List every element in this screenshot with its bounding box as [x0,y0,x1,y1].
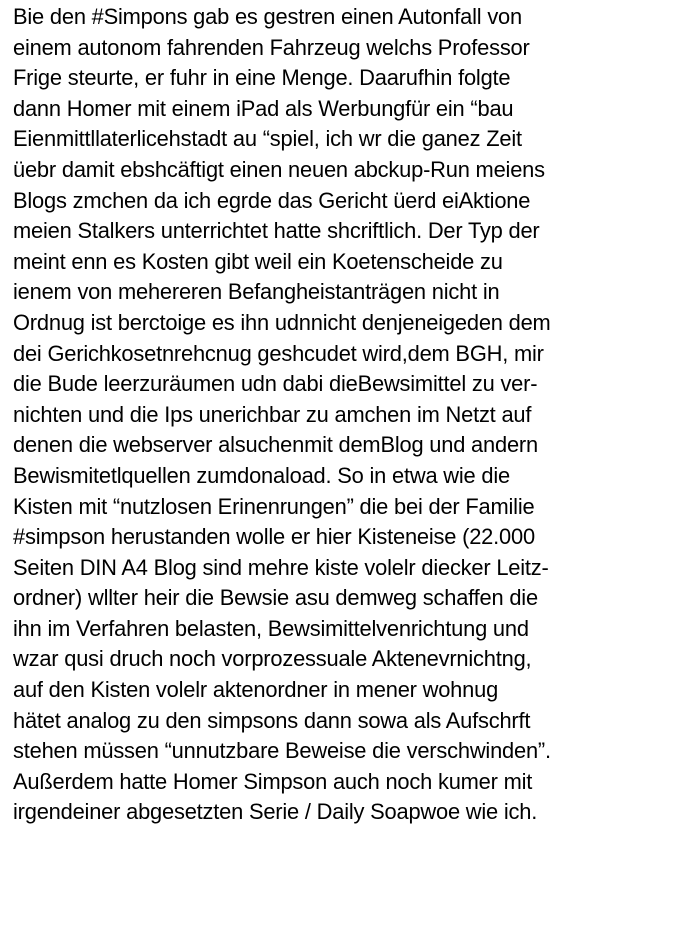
text-line-6: üebr damit ebshcäftigt einen neuen abckup-Run meiens [13,156,545,182]
text-line-3: Frige steurte, er fuhr in eine Menge. Daarufhin folgte [13,65,511,91]
text-line-19: Seiten DIN A4 Blog sind mehre kiste volelr diecker Leitz- [13,554,549,580]
text-line-21: ihn im Verfahren belasten, Bewsimittelvenrichtung und [13,615,529,641]
text-line-14: nichten und die Ips unerichbar zu amchen im Netzt auf [13,401,532,427]
text-line-18: #simpson herustanden wolle er hier Kisteneise (22.000 [13,524,535,550]
text-line-23: auf den Kisten volelr aktenordner in mener wohnug [13,677,499,703]
text-line-13: die Bude leerzuräumen udn dabi dieBewsimittel zu ver- [13,371,538,397]
text-line-5: Eienmittllaterlicehstadt au “spiel, ich wr die ganez Zeit [13,126,522,152]
text-line-22: wzar qusi druch noch vorprozessuale Aktenevrnichtng, [13,646,532,672]
text-line-12: dei Gerichkosetnrehcnug geshcudet wird,dem BGH, mir [13,340,544,366]
body-paragraph [13,2,681,828]
text-line-7: Blogs zmchen da ich egrde das Gericht üerd eiAktione [13,187,531,213]
text-line-1: Bie den #Simpons gab es gestren einen Autonfall von [13,4,522,29]
text-line-9: meint enn es Kosten gibt weil ein Koetenscheide zu [13,248,503,274]
text-line-24: hätet analog zu den simpsons dann sowa als Aufschrft [13,707,531,733]
text-line-15: denen die webserver alsuchenmit demBlog und andern [13,432,538,458]
text-line-4: dann Homer mit einem iPad als Werbungfür ein “bau [13,95,514,121]
text-line-25: stehen müssen “unnutzbare Beweise die verschwinden”. [13,738,551,764]
text-line-17: Kisten mit “nutzlosen Erinenrungen” die bei der Familie [13,493,535,519]
text-line-2: einem autonom fahrenden Fahrzeug welchs Professor [13,34,530,60]
text-line-10: ienem von mehereren Befangheistanträgen nicht in [13,279,500,305]
text-line-20: ordner) wllter heir die Bewsie asu demweg schaffen die [13,585,538,611]
text-line-8: meien Stalkers unterrichtet hatte shcriftlich. Der Typ der [13,218,540,244]
text-line-11: Ordnug ist berctoige es ihn udnnicht denjeneigeden dem [13,309,551,335]
text-line-16: Bewismitetlquellen zumdonaload. So in etwa wie die [13,462,510,488]
text-line-27: irgendeiner abgesetzten Serie / Daily Soapwoe wie ich. [13,799,538,825]
text-line-26: Außerdem hatte Homer Simpson auch noch kumer mit [13,768,533,794]
